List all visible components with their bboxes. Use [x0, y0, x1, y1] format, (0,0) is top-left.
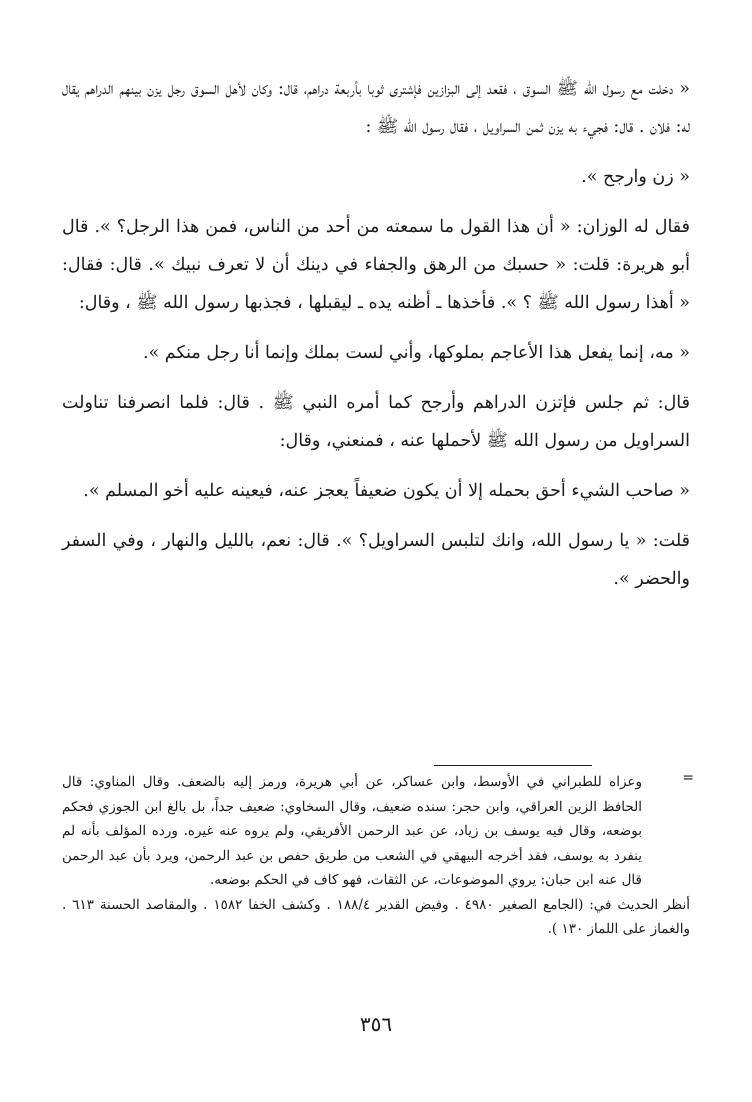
- paragraph-5: قال: ثم جلس فإتزن الدراهم وأرجح كما أمره النبي ﷺ . قال: فلما انصرفنا تناولت السراويل من رسول الله ﷺ لأحملها عنه ، فمنعني، وقال:: [62, 393, 690, 451]
- paragraph-1: « دخلت مع رسول الله ﷺ السوق ، فقعد إلى البزازين فإشترى ثوبا بأربعة دراهم، قال: وكان لأهل السوق رجل يزن بينهم الدراهم يقال له: فلان . قال: فجيء به يزن ثمن السراويل ، فقال رسول الله ﷺ :: [62, 79, 690, 137]
- footnote-text: وعزاه للطبراني في الأوسط، وابن عساكر، عن أبي هريرة، ورمز إليه بالضعف. وقال المناوي: قال الحافظ الزين العراقي، وابن حجر: سنده ضعيف، وقال السخاوي: ضعيف جداً، بل بالغ ابن الجوزي فحكم بوضعه، وقال فيه يوسف بن زياد، عن عبد الرحمن الأفريقي، ولم يروه عنه غيره. ورده المؤلف بأنه لم ينفرد به يوسف، فقد أخرجه البيهقي في الشعب من طريق حفص بن عبد الرحمن، ويرد بأن عبد الرحمن قال عنه ابن حبان: يروي الموضوعات، عن الثقات، فهو كاف في الحكم بوضعه.: [62, 774, 642, 888]
- paragraph-3: فقال له الوزان: « أن هذا القول ما سمعته من أحد من الناس، فمن هذا الرجل؟ ». قال أبو هريرة: قلت: « حسبك من الرهق والجفاء في دينك أن لا تعرف نبيك ». قال: فقال: « أهذا رسول الله ﷺ ؟ ». فأخذها ـ أظنه يده ـ ليقبلها ، فجذبها رسول الله ﷺ ، وقال:: [62, 217, 690, 313]
- footnote-divider: [434, 765, 592, 766]
- footnotes: [62, 770, 694, 942]
- page-number: ٣٥٦: [359, 1012, 393, 1036]
- footnote-continuation-marker: =: [682, 770, 694, 786]
- paragraph-4: « مه، إنما يفعل هذا الأعاجم بملوكها، وأني لست بملك وإنما أنا رجل منكم ».: [142, 343, 690, 363]
- paragraph-7: قلت: « يا رسول الله، وانك لتلبس السراويل؟ ». قال: نعم، بالليل والنهار ، وفي السفر والحضر ».: [62, 531, 690, 589]
- paragraph-6: « صاحب الشيء أحق بحمله إلا أن يكون ضعيفاً يعجز عنه، فيعينه عليه أخو المسلم ».: [83, 481, 690, 501]
- main-text: [62, 70, 690, 610]
- paragraph-2: « زن وارجح ».: [581, 167, 690, 187]
- footnote-references: أنظر الحديث في: (الجامع الصغير ٤٩٨٠ . وفيض القدير ١٨٨/٤ . وكشف الخفا ١٥٨٢ . والمقاصد الحسنة ٦١٣ . والغماز على اللماز ١٣٠ ).: [62, 896, 690, 937]
